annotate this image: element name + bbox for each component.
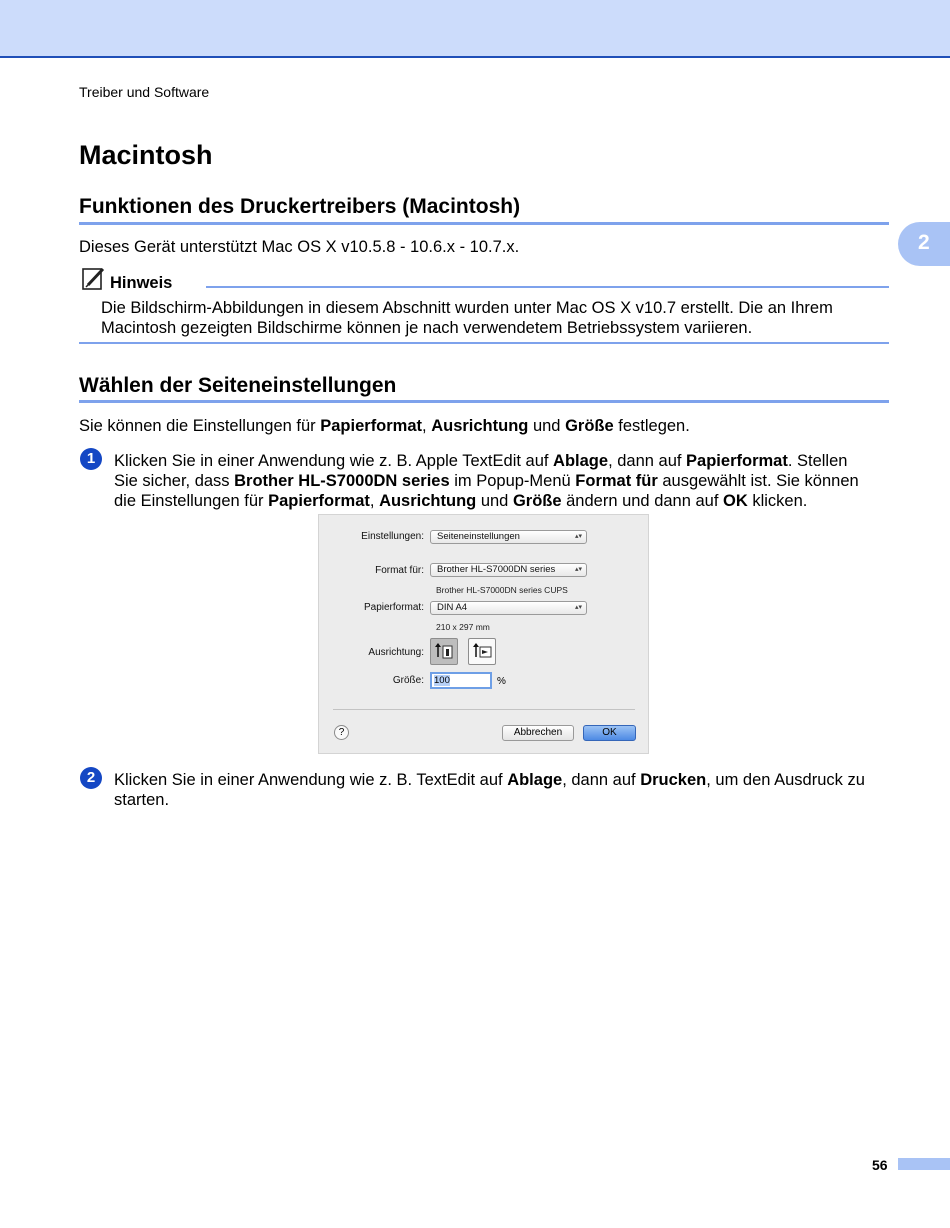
note-text (101, 298, 833, 338)
section-heading-functions: Funktionen des Druckertreibers (Macintosh) (79, 195, 521, 218)
bold-term: Größe (512, 492, 562, 510)
bold-term: OK (723, 492, 748, 510)
step-number: 1 (80, 448, 102, 470)
format-for-popup[interactable] (430, 563, 587, 577)
note-line: Macintosh gezeigten Bildschirme können je nach verwendetem Betriebssystem variieren. (101, 319, 753, 337)
step-line (114, 451, 859, 471)
text-run: Sie sicher, dass (114, 472, 235, 490)
supported-os-text: Dieses Gerät unterstützt Mac OS X v10.5.8 - 10.6.x - 10.7.x. (79, 238, 520, 256)
help-button[interactable]: ? (334, 725, 349, 740)
bold-term: Ausrichtung (431, 417, 529, 435)
step-line (114, 491, 859, 511)
bold-term: Brother HL-S7000DN series (234, 472, 450, 490)
text-run: und (528, 417, 566, 435)
step-line: starten. (114, 791, 170, 809)
step-line (114, 471, 859, 491)
format-label: Format für: (375, 565, 424, 576)
page-setup-dialog (318, 514, 649, 754)
note-pencil-icon (81, 266, 109, 292)
text-run: , um den Ausdruck zu (706, 771, 865, 789)
orientation-label: Ausrichtung: (368, 647, 424, 658)
section-heading-page-setup: Wählen der Seiteneinstellungen (79, 374, 397, 397)
text-run: , dann auf (562, 771, 641, 789)
page-setup-intro (79, 416, 690, 436)
bold-term: Größe (565, 417, 614, 435)
text-run: klicken. (747, 492, 808, 510)
text-run: Sie können die Einstellungen für (79, 417, 321, 435)
bold-term: Format für (575, 472, 658, 490)
bold-term: Ablage (553, 452, 609, 470)
step-number: 2 (80, 767, 102, 789)
text-run: und (476, 492, 513, 510)
text-run: ausgewählt ist. Sie können (657, 472, 859, 490)
dialog-separator (333, 709, 635, 710)
paper-size-label: Papierformat: (363, 602, 424, 613)
scale-unit: % (497, 676, 506, 687)
scale-label: Größe: (392, 675, 424, 686)
bold-term: Drucken (640, 771, 707, 789)
portrait-icon (431, 639, 457, 664)
step-2-text (114, 770, 865, 810)
text-run: . Stellen (787, 452, 848, 470)
text-run: , (369, 492, 380, 510)
step-1-text (114, 451, 859, 511)
portrait-orientation-button[interactable] (430, 638, 458, 665)
paper-size-value: DIN A4 (437, 602, 468, 613)
paper-size-dimensions: 210 x 297 mm (436, 622, 490, 632)
page-number-bar (898, 1158, 950, 1170)
bold-term: Papierformat (320, 417, 423, 435)
chapter-number: 2 (918, 231, 930, 254)
text-run: festlegen. (613, 417, 690, 435)
bold-term: Ablage (507, 771, 563, 789)
text-run: ändern und dann auf (561, 492, 724, 510)
landscape-icon (469, 639, 495, 664)
page-number: 56 (872, 1157, 888, 1173)
top-band (0, 0, 950, 58)
note-label: Hinweis (110, 274, 173, 292)
popup-arrows-icon: ▴▾ (574, 566, 582, 573)
bold-term: Ausrichtung (379, 492, 477, 510)
text-run: im Popup-Menü (449, 472, 576, 490)
settings-value: Seiteneinstellungen (437, 531, 520, 542)
scale-input[interactable] (430, 672, 492, 689)
page-title: Macintosh (79, 140, 213, 170)
text-run: Klicken Sie in einer Anwendung wie z. B. Apple TextEdit auf (114, 452, 554, 470)
text-run: die Einstellungen für (114, 492, 269, 510)
popup-arrows-icon: ▴▾ (574, 604, 582, 611)
popup-arrows-icon: ▴▾ (574, 533, 582, 540)
note-top-rule (206, 286, 889, 288)
cancel-button[interactable]: Abbrechen (502, 725, 574, 741)
running-header: Treiber und Software (79, 84, 210, 100)
note-bottom-rule (79, 342, 889, 344)
paper-size-popup[interactable] (430, 601, 587, 615)
heading-rule (79, 400, 889, 403)
bold-term: Papierformat (268, 492, 370, 510)
format-subtitle: Brother HL-S7000DN series CUPS (436, 585, 568, 595)
note-line: Die Bildschirm-Abbildungen in diesem Abschnitt wurden unter Mac OS X v10.7 erstellt. Die an Ihrem (101, 299, 833, 317)
bold-term: Papierformat (686, 452, 788, 470)
text-run: Klicken Sie in einer Anwendung wie z. B. TextEdit auf (114, 771, 508, 789)
chapter-tab (898, 222, 950, 266)
ok-button[interactable]: OK (583, 725, 636, 741)
landscape-orientation-button[interactable] (468, 638, 496, 665)
text-run: , dann auf (608, 452, 687, 470)
scale-value: 100 (434, 675, 450, 686)
text-run: , (422, 417, 432, 435)
step-line (114, 770, 865, 790)
settings-popup[interactable] (430, 530, 587, 544)
settings-label: Einstellungen: (361, 531, 424, 542)
heading-rule (79, 222, 889, 225)
format-value: Brother HL-S7000DN series (437, 564, 556, 575)
